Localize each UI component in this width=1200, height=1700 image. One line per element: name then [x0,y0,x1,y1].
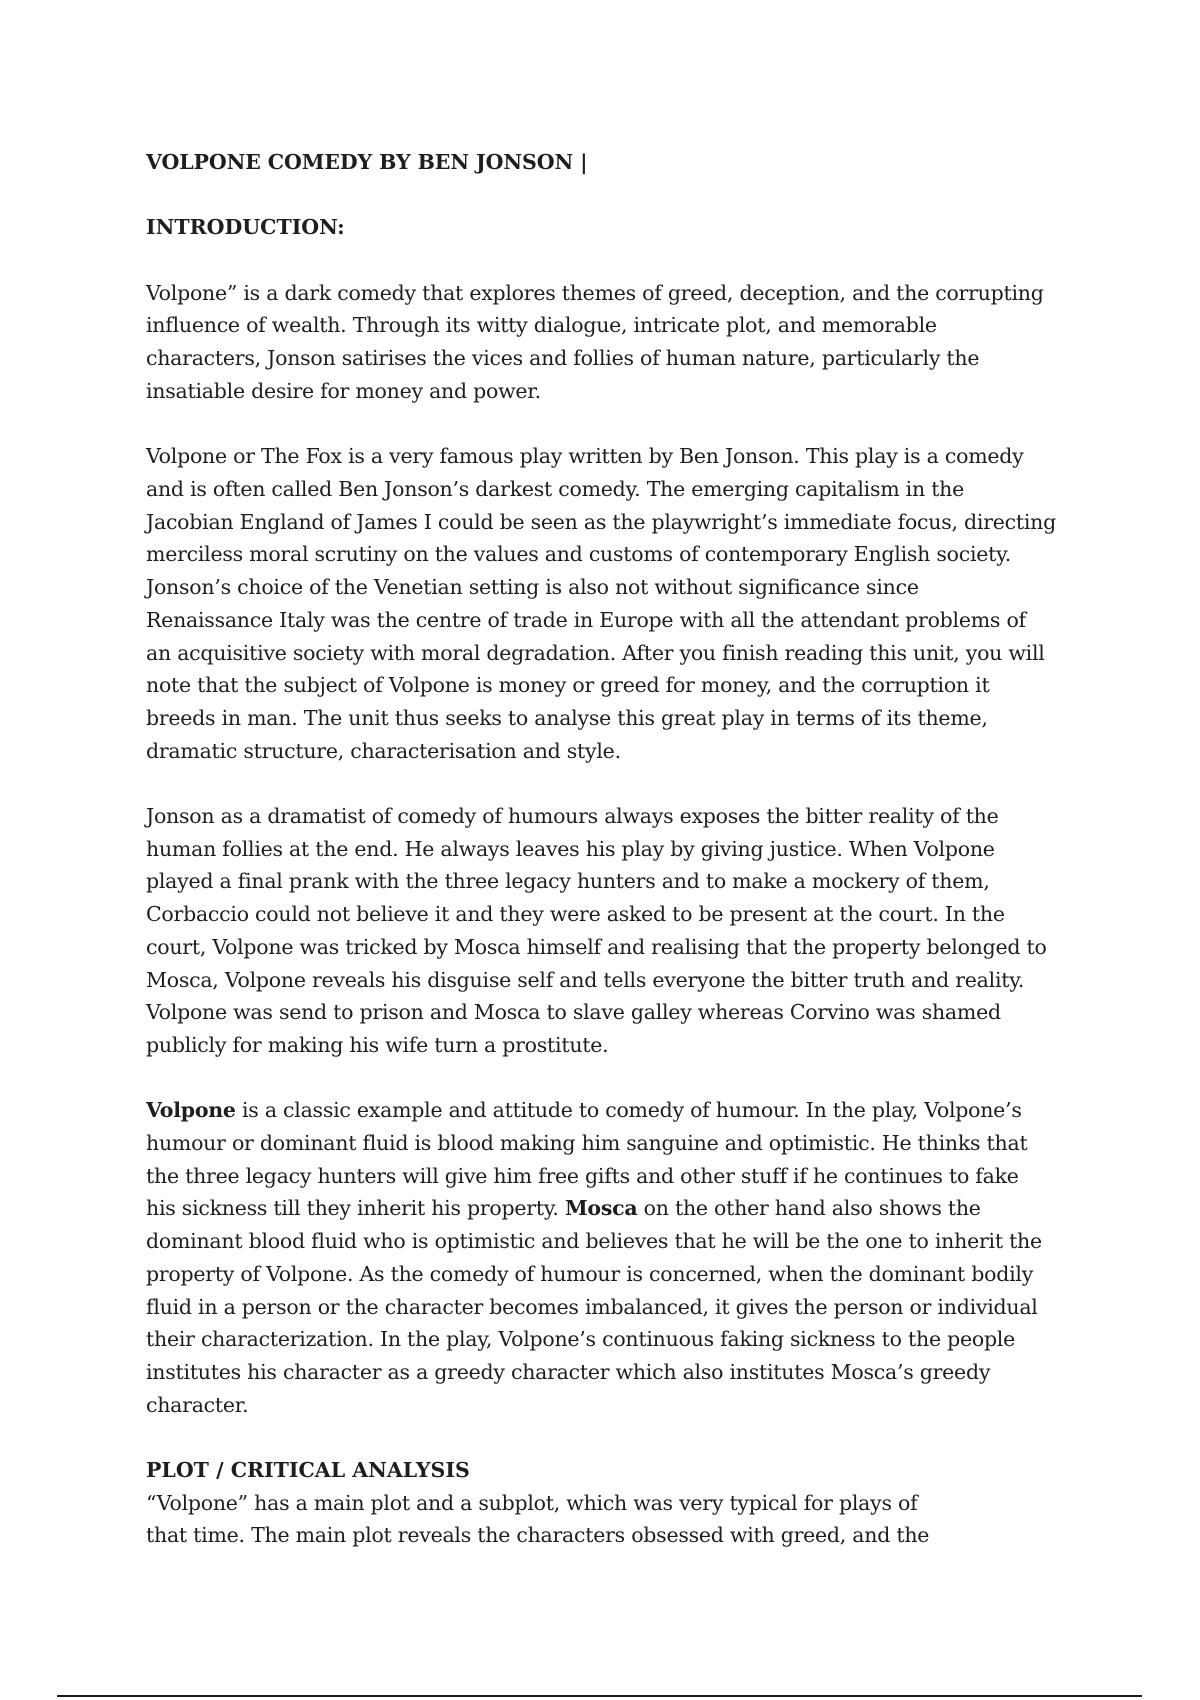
text-line: institutes his character as a greedy character which also institutes Mosca’s greedy [146,1359,991,1384]
paragraph-humours [146,800,1070,1062]
text-line: Jacobian England of James I could be seen as the playwright’s immediate focus, directing [146,509,1056,534]
paragraph-comedy-of-humour [146,1094,1070,1421]
text-line [146,1192,1070,1225]
paragraph-plot [146,1487,1070,1552]
paragraph-intro [146,277,1070,408]
text-line: court, Volpone was tricked by Mosca himself and realising that the property belonged to [146,934,1047,959]
text-line: humour or dominant fluid is blood making him sanguine and optimistic. He thinks that [146,1131,1028,1156]
text-line: dominant blood fluid who is optimistic and believes that he will be the one to inherit the [146,1229,1042,1254]
introduction-heading: INTRODUCTION: [146,215,345,240]
text-line: Jonson’s choice of the Venetian setting is also not without significance since [146,575,919,600]
text-line: characters, Jonson satirises the vices and follies of human nature, particularly the [146,346,980,371]
text-line: character. [146,1392,249,1417]
document-title: VOLPONE COMEDY BY BEN JONSON | [146,150,588,174]
text-line: Corbaccio could not believe it and they were asked to be present at the court. In the [146,902,1005,927]
bold-term-volpone: Volpone [146,1098,236,1123]
text-line: Volpone” is a dark comedy that explores themes of greed, deception, and the corrupting [146,280,1044,305]
text-fragment: his sickness till they inherit his property. [146,1196,565,1221]
bold-term-mosca: Mosca [564,1196,638,1221]
text-line: “Volpone” has a main plot and a subplot, which was very typical for plays of [146,1490,918,1515]
document-page [146,146,1070,1552]
text-line: insatiable desire for money and power. [146,378,541,403]
text-line: property of Volpone. As the comedy of humour is concerned, when the dominant bodily [146,1261,1034,1286]
text-line: the three legacy hunters will give him free gifts and other stuff if he continues to fake [146,1163,1019,1188]
text-line: Renaissance Italy was the centre of trade in Europe with all the attendant problems of [146,607,1026,632]
text-fragment: is a classic example and attitude to comedy of humour. In the play, Volpone’s [235,1098,1022,1123]
text-line: their characterization. In the play, Volpone’s continuous faking sickness to the people [146,1327,1015,1352]
text-line: human follies at the end. He always leaves his play by giving justice. When Volpone [146,836,995,861]
text-line: dramatic structure, characterisation and style. [146,738,621,763]
text-line: that time. The main plot reveals the characters obsessed with greed, and the [146,1523,930,1548]
text-line: played a final prank with the three legacy hunters and to make a mockery of them, [146,869,990,894]
text-line: Mosca, Volpone reveals his disguise self and tells everyone the bitter truth and reality. [146,967,1025,992]
text-line: fluid in a person or the character becomes imbalanced, it gives the person or individual [146,1294,1038,1319]
plot-analysis-heading: PLOT / CRITICAL ANALYSIS [146,1458,470,1483]
paragraph-fox [146,440,1070,767]
text-line: merciless moral scrutiny on the values and customs of contemporary English society. [146,542,1012,567]
text-fragment: on the other hand also shows the [637,1196,981,1221]
text-line: Volpone was send to prison and Mosca to slave galley whereas Corvino was shamed [146,1000,1001,1025]
text-line: influence of wealth. Through its witty dialogue, intricate plot, and memorable [146,313,937,338]
text-line: Volpone or The Fox is a very famous play written by Ben Jonson. This play is a comedy [146,444,1024,469]
text-line: breeds in man. The unit thus seeks to analyse this great play in terms of its theme, [146,705,988,730]
footer-rule [57,1695,1142,1697]
text-line: Jonson as a dramatist of comedy of humours always exposes the bitter reality of the [146,804,999,828]
text-line: an acquisitive society with moral degradation. After you finish reading this unit, you will [146,640,1045,665]
text-line: and is often called Ben Jonson’s darkest comedy. The emerging capitalism in the [146,476,965,501]
text-line: note that the subject of Volpone is money or greed for money, and the corruption it [146,673,990,698]
text-line: publicly for making his wife turn a prostitute. [146,1032,609,1057]
text-line [146,1094,1070,1127]
